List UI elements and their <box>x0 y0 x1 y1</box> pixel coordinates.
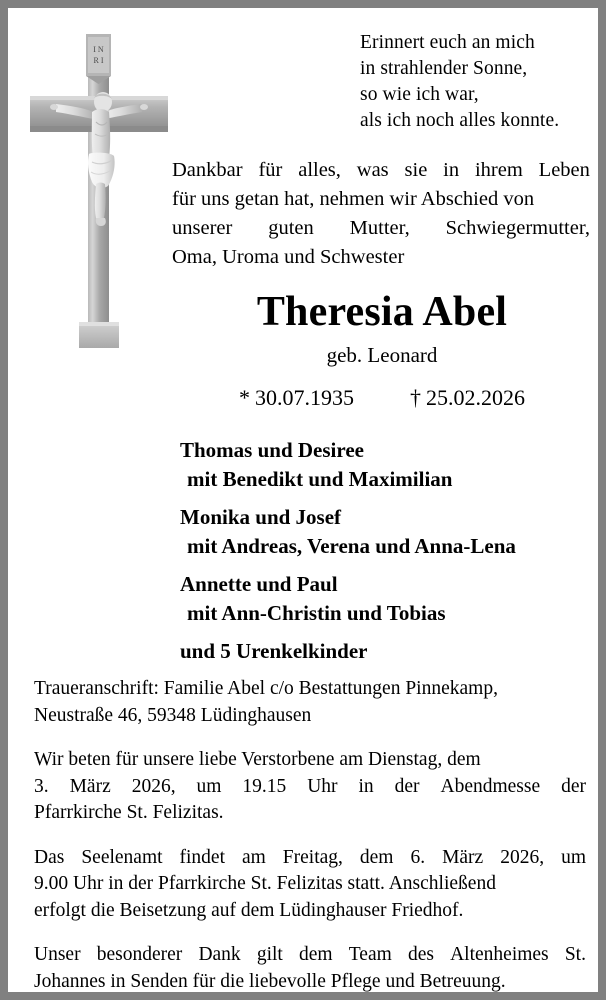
mourners-list <box>180 436 600 666</box>
info-line: 9.00 Uhr in der Pfarrkirche St. Felizitas statt. Anschließend <box>34 873 496 894</box>
info-line: Johannes in Senden für die liebevolle Pflege und Betreuung. <box>34 970 506 992</box>
dedication-word: unserer <box>172 217 233 239</box>
mourner-group <box>180 637 600 666</box>
mourner-primary: Monika und Josef <box>180 505 342 529</box>
deceased-name: Theresia Abel <box>256 289 508 335</box>
info-line: Pfarrkirche St. Felizitas. <box>34 802 224 823</box>
maiden-name: geb. Leonard <box>326 343 438 367</box>
info-word: Dank <box>198 944 241 965</box>
info-word: gilt <box>256 944 283 965</box>
info-word: 6. <box>410 846 426 868</box>
mourner-group <box>180 436 600 494</box>
info-line <box>34 845 586 872</box>
info-word: Freitag, <box>282 846 343 868</box>
dedication-text <box>172 156 590 272</box>
thanks-note <box>34 942 586 995</box>
info-word: des <box>407 944 434 965</box>
requiem-info <box>34 845 586 925</box>
info-word: Unser <box>34 944 81 965</box>
death-date-value: 25.02.2026 <box>426 385 525 410</box>
info-word: Abendmesse <box>440 775 541 797</box>
mourner-secondary: mit Ann-Christin und Tobias <box>187 601 446 625</box>
dedication-word: sie <box>404 159 428 181</box>
info-line: erfolgt die Beisetzung auf dem Lüdinghauser Friedhof. <box>34 899 464 921</box>
info-word: März <box>442 846 484 868</box>
inri-line-1: I N <box>93 45 104 54</box>
info-word: Das <box>34 846 65 868</box>
birth-date-value: 30.07.1935 <box>255 385 354 410</box>
info-word: findet <box>179 846 225 868</box>
info-word: 2026, <box>131 775 176 797</box>
info-word: dem <box>299 944 333 965</box>
info-word: St. <box>564 944 586 965</box>
mourner-secondary: mit Andreas, Verena und Anna-Lena <box>187 534 516 558</box>
info-word: der <box>394 775 420 797</box>
prayer-service-info <box>34 747 586 827</box>
inri-line-2: R I <box>93 56 104 65</box>
info-line <box>34 942 586 969</box>
deceased-block <box>166 288 598 412</box>
dedication-word: Schwiegermutter, <box>445 217 590 239</box>
mourner-group <box>180 503 600 561</box>
info-word: 3. <box>34 775 49 797</box>
mourner-group <box>180 570 600 628</box>
mourner-primary: Annette und Paul <box>180 572 338 596</box>
dedication-line: Oma, Uroma und Schwester <box>172 246 405 268</box>
verse-line: Erinnert euch an mich <box>360 32 535 53</box>
info-word: um <box>561 846 586 868</box>
info-word: besonderer <box>96 944 183 965</box>
mourner-primary: und 5 Urenkelkinder <box>180 639 368 663</box>
mourner-secondary: mit Benedikt und Maximilian <box>187 467 453 491</box>
birth-symbol-icon: * <box>239 385 250 410</box>
info-word: Seelenamt <box>81 846 163 868</box>
dedication-word: was <box>356 159 389 181</box>
dedication-word: guten <box>268 217 314 239</box>
dedication-word: in <box>443 159 460 181</box>
info-word: Altenheimes <box>450 944 549 965</box>
info-line: Wir beten für unsere liebe Verstorbene am Dienstag, dem <box>34 749 481 770</box>
dedication-word: alles, <box>298 159 341 181</box>
info-line <box>34 774 586 801</box>
info-word: 19.15 <box>242 775 287 797</box>
death-date <box>410 384 525 412</box>
dedication-word: Leben <box>538 159 590 181</box>
cross-dagger-icon: † <box>410 385 421 410</box>
life-dates <box>166 384 598 412</box>
info-word: 2026, <box>500 846 545 868</box>
info-word: am <box>241 846 266 868</box>
dedication-word: Mutter, <box>349 217 410 239</box>
verse-line: als ich noch alles konnte. <box>360 110 560 131</box>
memorial-verse <box>360 30 598 134</box>
mourner-primary: Thomas und Desiree <box>180 438 364 462</box>
verse-line: in strahlender Sonne, <box>360 58 528 79</box>
info-word: Uhr <box>307 775 338 797</box>
info-word: in <box>358 775 374 797</box>
info-word: der <box>561 775 586 797</box>
service-information <box>34 676 586 995</box>
dedication-line: für uns getan hat, nehmen wir Abschied von <box>172 188 535 210</box>
dedication-line <box>172 156 590 185</box>
info-word: März <box>69 775 111 797</box>
birth-date <box>239 384 354 412</box>
notice-content <box>8 8 598 992</box>
dedication-word: Dankbar <box>172 159 243 181</box>
info-word: dem <box>359 846 394 868</box>
info-word: Team <box>348 944 392 965</box>
verse-line: so wie ich war, <box>360 84 479 105</box>
dedication-word: für <box>258 159 283 181</box>
dedication-line <box>172 214 590 243</box>
info-line: Traueranschrift: Familie Abel c/o Bestattungen Pinnekamp, <box>34 678 498 699</box>
info-line: Neustraße 46, 59348 Lüdinghausen <box>34 704 312 726</box>
mourning-address <box>34 676 586 729</box>
info-word: um <box>196 775 222 797</box>
dedication-word: ihrem <box>474 159 523 181</box>
